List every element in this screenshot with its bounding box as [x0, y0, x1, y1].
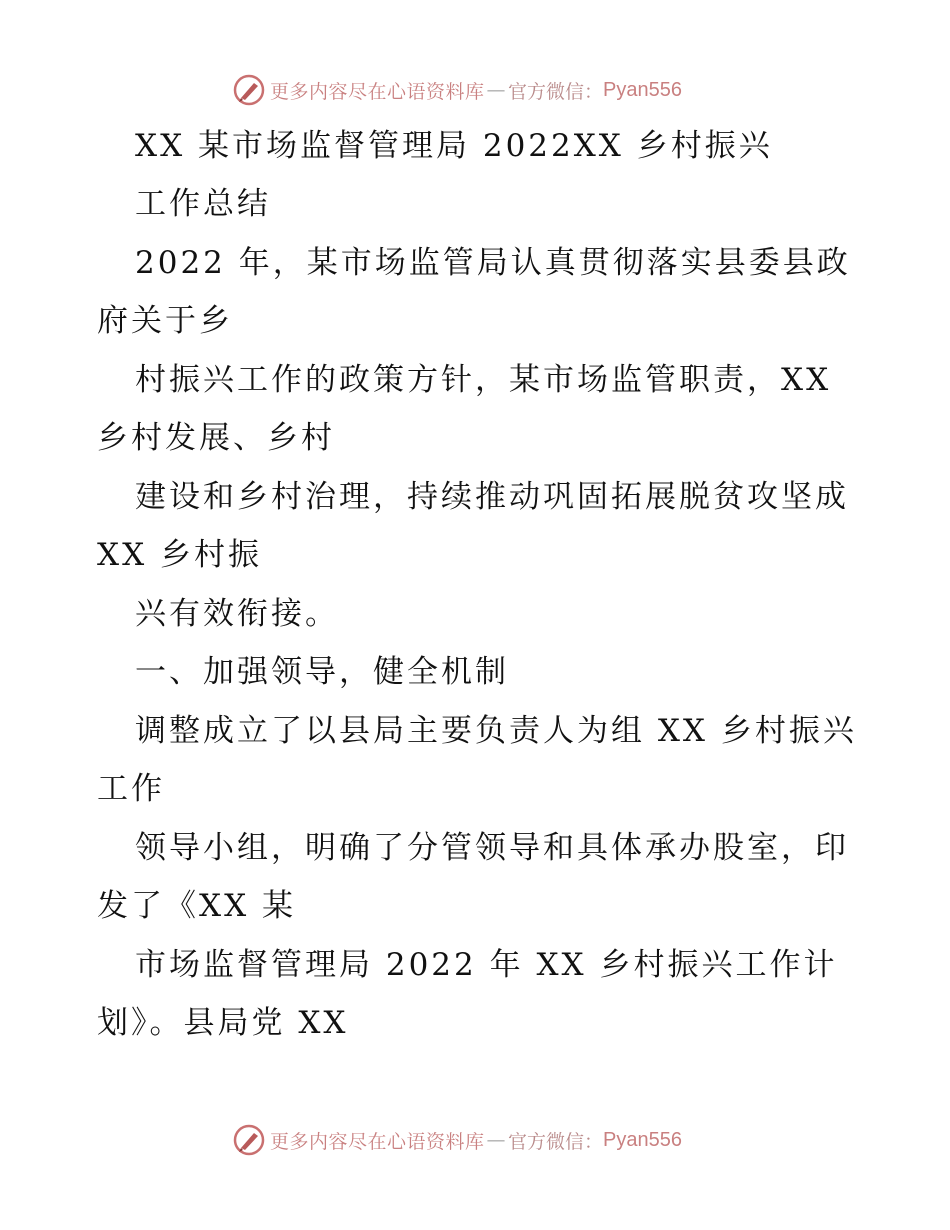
paragraph-line: 领导小组，明确了分管领导和具体承办股室，印	[135, 830, 849, 866]
paragraph-line: 划》。县局党 XX	[97, 1005, 349, 1041]
header-watermark	[232, 72, 682, 108]
watermark-text: 更多内容尽在心语资料库	[270, 80, 485, 103]
title-line-1: XX 某市场监督管理局 2022XX 乡村振兴	[135, 128, 773, 164]
paragraph-line: 市场监督管理局 2022 年 XX 乡村振兴工作计	[135, 947, 838, 983]
paragraph-line: 兴有效衔接。	[135, 596, 339, 632]
watermark-separator: —	[486, 79, 507, 101]
paragraph-line: 乡村发展、乡村	[97, 420, 335, 456]
watermark-wechat-id: Pyan556	[603, 1128, 682, 1151]
paragraph-line: 发了《XX 某	[97, 888, 296, 924]
paragraph-line: 建设和乡村治理，持续推动巩固拓展脱贫攻坚成	[135, 479, 849, 515]
paragraph-line: XX 乡村振	[97, 537, 262, 573]
watermark-wechat-id: Pyan556	[603, 78, 682, 101]
watermark-wechat-label: 官方微信：	[508, 1130, 604, 1153]
watermark-separator: —	[486, 1129, 507, 1151]
paragraph-line: 村振兴工作的政策方针，某市场监管职责，XX	[135, 362, 832, 398]
footer-watermark	[232, 1122, 682, 1158]
paragraph-line: 府关于乡	[97, 303, 233, 339]
section-heading: 一、加强领导，健全机制	[135, 654, 509, 690]
watermark-wechat-label: 官方微信：	[508, 80, 604, 103]
paragraph-line: 调整成立了以县局主要负责人为组 XX 乡村振兴	[135, 713, 857, 749]
title-line-2: 工作总结	[135, 186, 271, 222]
paragraph-line: 工作	[97, 771, 165, 807]
pen-circle-logo-icon	[232, 1123, 266, 1157]
watermark-text: 更多内容尽在心语资料库	[270, 1130, 485, 1153]
pen-circle-logo-icon	[232, 73, 266, 107]
paragraph-line: 2022 年，某市场监管局认真贯彻落实县委县政	[135, 245, 851, 281]
